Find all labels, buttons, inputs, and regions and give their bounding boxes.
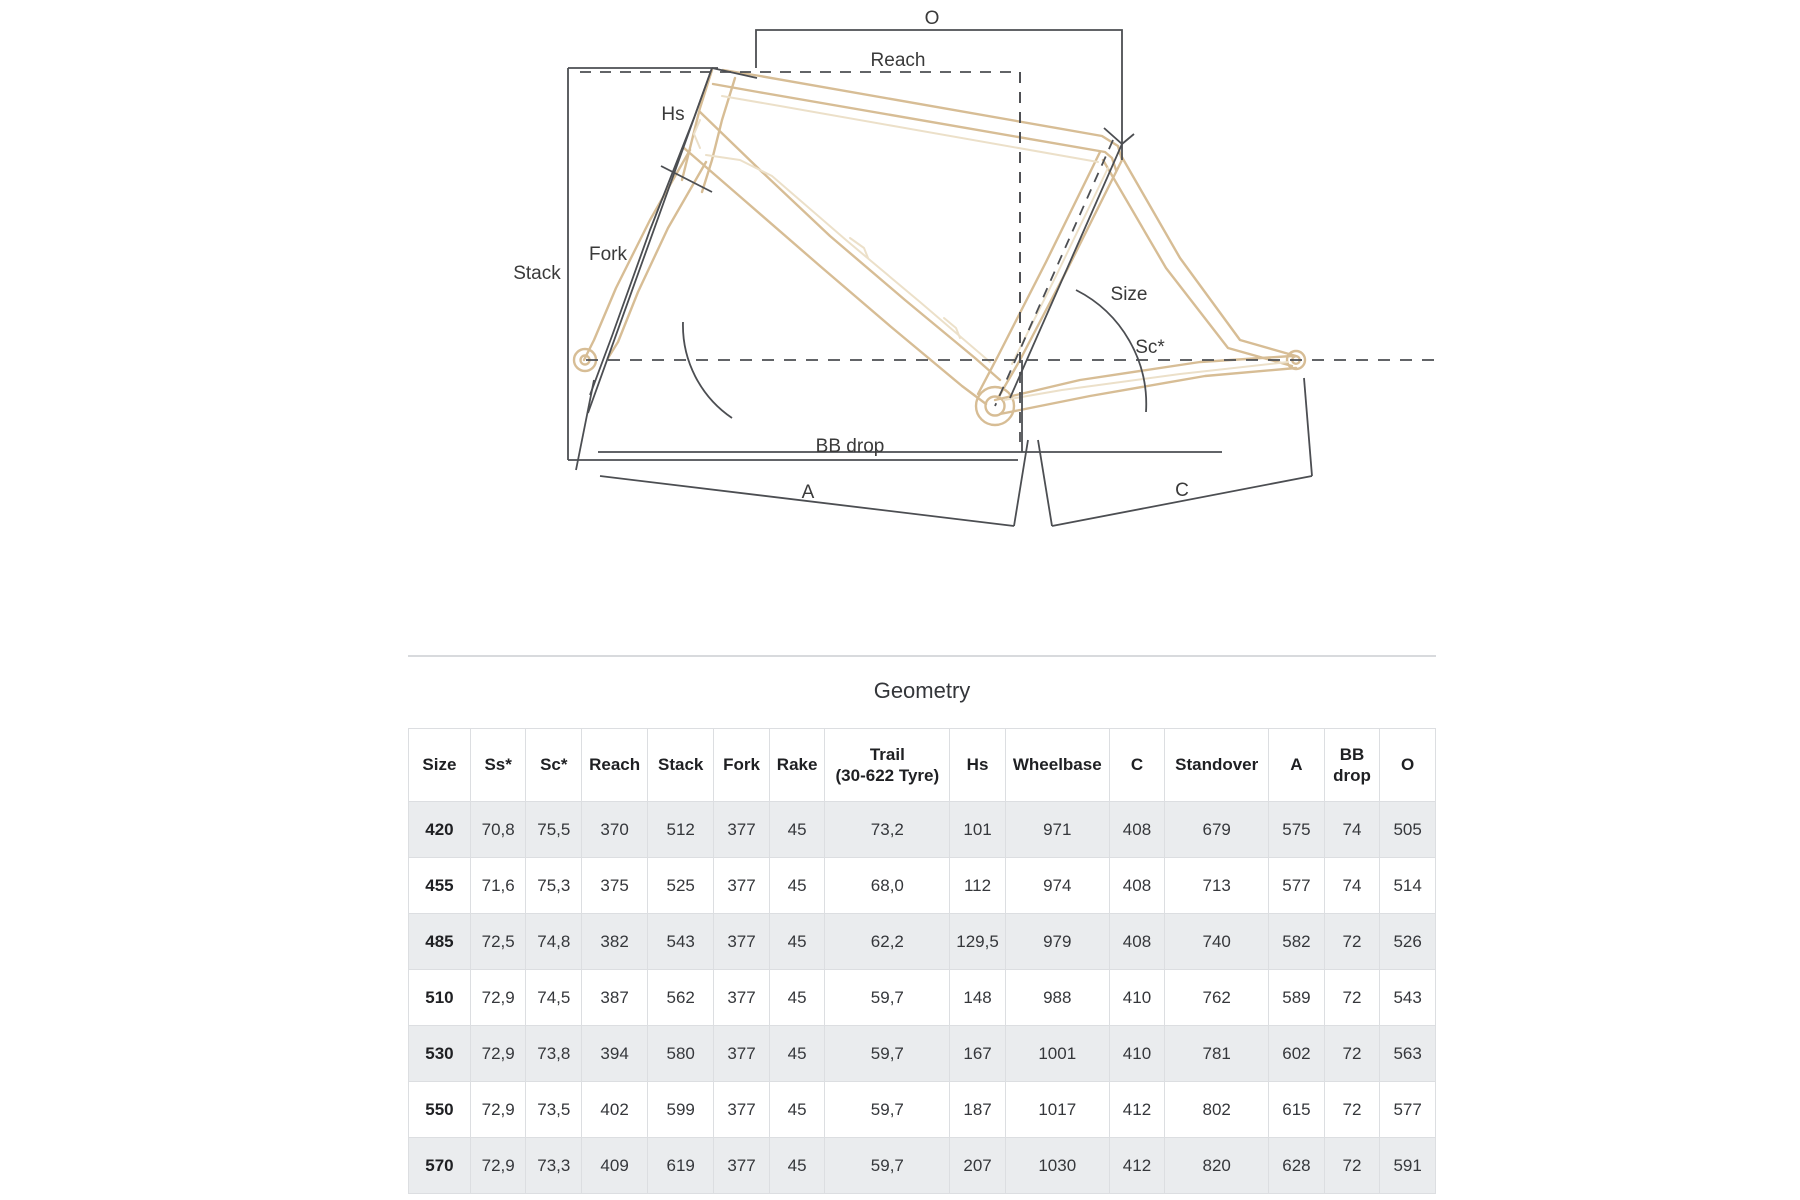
table-cell: 971 <box>1005 802 1109 858</box>
table-cell: 512 <box>648 802 714 858</box>
table-cell: 70,8 <box>470 802 526 858</box>
table-row <box>409 858 1436 914</box>
table-row <box>409 1082 1436 1138</box>
header-line-1: C <box>1130 755 1144 775</box>
table-row <box>409 802 1436 858</box>
table-cell: 974 <box>1005 858 1109 914</box>
table-cell: 45 <box>769 970 825 1026</box>
column-header-stack <box>648 729 714 802</box>
cell-size: 530 <box>409 1026 471 1082</box>
frame-inner-lines <box>694 96 1288 400</box>
section-divider <box>408 655 1436 657</box>
table-cell: 71,6 <box>470 858 526 914</box>
table-cell: 409 <box>582 1138 648 1194</box>
column-header-trail <box>825 729 950 802</box>
label-fork: Fork <box>589 244 627 265</box>
column-header-standover <box>1165 729 1269 802</box>
table-cell: 599 <box>648 1082 714 1138</box>
cell-size: 420 <box>409 802 471 858</box>
cell-size: 570 <box>409 1138 471 1194</box>
header-line-1: Standover <box>1175 755 1259 775</box>
table-cell: 679 <box>1165 802 1269 858</box>
column-header-ss <box>470 729 526 802</box>
table-head <box>409 729 1436 802</box>
header-line-1: Reach <box>589 755 641 775</box>
table-cell: 582 <box>1269 914 1325 970</box>
table-cell: 591 <box>1380 1138 1436 1194</box>
table-cell: 740 <box>1165 914 1269 970</box>
table-cell: 73,8 <box>526 1026 582 1082</box>
label-c: C <box>1175 480 1189 501</box>
table-cell: 580 <box>648 1026 714 1082</box>
table-cell: 62,2 <box>825 914 950 970</box>
table-cell: 74 <box>1324 858 1380 914</box>
table-cell: 408 <box>1109 858 1165 914</box>
geometry-diagram-section <box>0 0 1800 560</box>
table-cell: 563 <box>1380 1026 1436 1082</box>
cell-size: 485 <box>409 914 471 970</box>
column-header-o <box>1380 729 1436 802</box>
table-cell: 377 <box>714 802 770 858</box>
label-o: O <box>924 8 940 29</box>
table-cell: 543 <box>648 914 714 970</box>
table-cell: 72,9 <box>470 970 526 1026</box>
table-cell: 988 <box>1005 970 1109 1026</box>
table-cell: 619 <box>648 1138 714 1194</box>
label-reach: Reach <box>870 50 926 71</box>
table-cell: 167 <box>950 1026 1006 1082</box>
column-header-a <box>1269 729 1325 802</box>
table-cell: 412 <box>1109 1138 1165 1194</box>
table-cell: 577 <box>1380 1082 1436 1138</box>
table-cell: 370 <box>582 802 648 858</box>
table-cell: 45 <box>769 1138 825 1194</box>
table-header-row <box>409 729 1436 802</box>
table-cell: 412 <box>1109 1082 1165 1138</box>
table-cell: 713 <box>1165 858 1269 914</box>
table-cell: 68,0 <box>825 858 950 914</box>
table-cell: 129,5 <box>950 914 1006 970</box>
table-cell: 402 <box>582 1082 648 1138</box>
table-cell: 394 <box>582 1026 648 1082</box>
table-cell: 148 <box>950 970 1006 1026</box>
table-cell: 410 <box>1109 970 1165 1026</box>
header-line-1: Stack <box>658 755 704 775</box>
table-cell: 377 <box>714 858 770 914</box>
table-cell: 72 <box>1324 970 1380 1026</box>
table-cell: 1030 <box>1005 1138 1109 1194</box>
table-cell: 628 <box>1269 1138 1325 1194</box>
table-cell: 45 <box>769 914 825 970</box>
column-header-size <box>409 729 471 802</box>
table-cell: 979 <box>1005 914 1109 970</box>
label-bb-drop: BB drop <box>815 436 885 457</box>
table-cell: 187 <box>950 1082 1006 1138</box>
table-cell: 45 <box>769 802 825 858</box>
table-row <box>409 1138 1436 1194</box>
table-cell: 72 <box>1324 1082 1380 1138</box>
header-line-1: A <box>1290 755 1303 775</box>
table-cell: 59,7 <box>825 1138 950 1194</box>
table-cell: 514 <box>1380 858 1436 914</box>
table-cell: 410 <box>1109 1026 1165 1082</box>
cell-size: 550 <box>409 1082 471 1138</box>
table-cell: 802 <box>1165 1082 1269 1138</box>
label-sc: Sc* <box>1135 337 1165 358</box>
table-cell: 59,7 <box>825 1026 950 1082</box>
table-cell: 377 <box>714 970 770 1026</box>
dimension-lines <box>568 30 1440 526</box>
table-cell: 45 <box>769 858 825 914</box>
table-cell: 75,5 <box>526 802 582 858</box>
table-cell: 112 <box>950 858 1006 914</box>
table-cell: 74 <box>1324 802 1380 858</box>
table-cell: 73,3 <box>526 1138 582 1194</box>
table-cell: 377 <box>714 1082 770 1138</box>
table-cell: 589 <box>1269 970 1325 1026</box>
column-header-fork <box>714 729 770 802</box>
column-header-hs <box>950 729 1006 802</box>
header-line-1: Hs <box>966 755 989 775</box>
label-a: A <box>801 482 815 503</box>
table-cell: 377 <box>714 914 770 970</box>
header-line-1: Rake <box>776 755 818 775</box>
table-cell: 207 <box>950 1138 1006 1194</box>
table-cell: 101 <box>950 802 1006 858</box>
geometry-table-wrapper <box>408 728 1436 1194</box>
header-line-1: Wheelbase <box>1012 755 1102 775</box>
table-cell: 615 <box>1269 1082 1325 1138</box>
table-row <box>409 970 1436 1026</box>
table-cell: 1001 <box>1005 1026 1109 1082</box>
header-line-1: Ss* <box>484 755 512 775</box>
table-cell: 526 <box>1380 914 1436 970</box>
table-cell: 543 <box>1380 970 1436 1026</box>
label-hs: Hs <box>661 104 685 125</box>
geometry-table <box>408 728 1436 1194</box>
table-cell: 762 <box>1165 970 1269 1026</box>
table-cell: 74,8 <box>526 914 582 970</box>
table-cell: 382 <box>582 914 648 970</box>
table-cell: 602 <box>1269 1026 1325 1082</box>
cell-size: 510 <box>409 970 471 1026</box>
column-header-bb <box>1324 729 1380 802</box>
column-header-reach <box>582 729 648 802</box>
header-line-2: drop <box>1333 766 1371 785</box>
column-header-sc <box>526 729 582 802</box>
table-cell: 73,2 <box>825 802 950 858</box>
table-body <box>409 802 1436 1194</box>
header-line-1: Fork <box>723 755 760 775</box>
table-cell: 562 <box>648 970 714 1026</box>
table-row <box>409 1026 1436 1082</box>
header-line-1: BB <box>1339 744 1365 764</box>
table-cell: 72,9 <box>470 1138 526 1194</box>
table-cell: 377 <box>714 1026 770 1082</box>
table-cell: 73,5 <box>526 1082 582 1138</box>
column-header-c <box>1109 729 1165 802</box>
table-cell: 577 <box>1269 858 1325 914</box>
table-cell: 408 <box>1109 914 1165 970</box>
table-cell: 387 <box>582 970 648 1026</box>
table-cell: 72 <box>1324 1026 1380 1082</box>
column-header-wheelbase <box>1005 729 1109 802</box>
table-cell: 45 <box>769 1082 825 1138</box>
bicycle-geometry-drawing <box>0 0 1800 560</box>
header-line-1: Sc* <box>540 755 568 775</box>
table-title: Geometry <box>873 678 971 703</box>
header-line-1: Trail <box>869 744 905 764</box>
table-cell: 72 <box>1324 914 1380 970</box>
table-cell: 408 <box>1109 802 1165 858</box>
table-cell: 820 <box>1165 1138 1269 1194</box>
table-cell: 72,9 <box>470 1026 526 1082</box>
table-cell: 74,5 <box>526 970 582 1026</box>
table-cell: 1017 <box>1005 1082 1109 1138</box>
cell-size: 455 <box>409 858 471 914</box>
table-cell: 525 <box>648 858 714 914</box>
table-cell: 575 <box>1269 802 1325 858</box>
table-cell: 505 <box>1380 802 1436 858</box>
header-line-1: O <box>1401 755 1415 775</box>
table-cell: 59,7 <box>825 1082 950 1138</box>
table-cell: 59,7 <box>825 970 950 1026</box>
header-line-2: (30-622 Tyre) <box>835 766 940 785</box>
table-cell: 72,9 <box>470 1082 526 1138</box>
table-row <box>409 914 1436 970</box>
column-header-rake <box>769 729 825 802</box>
table-cell: 781 <box>1165 1026 1269 1082</box>
label-stack: Stack <box>513 263 561 284</box>
table-cell: 75,3 <box>526 858 582 914</box>
label-size: Size <box>1110 284 1148 305</box>
table-cell: 375 <box>582 858 648 914</box>
header-line-1: Size <box>422 755 457 775</box>
table-cell: 72 <box>1324 1138 1380 1194</box>
table-cell: 45 <box>769 1026 825 1082</box>
table-cell: 72,5 <box>470 914 526 970</box>
table-cell: 377 <box>714 1138 770 1194</box>
